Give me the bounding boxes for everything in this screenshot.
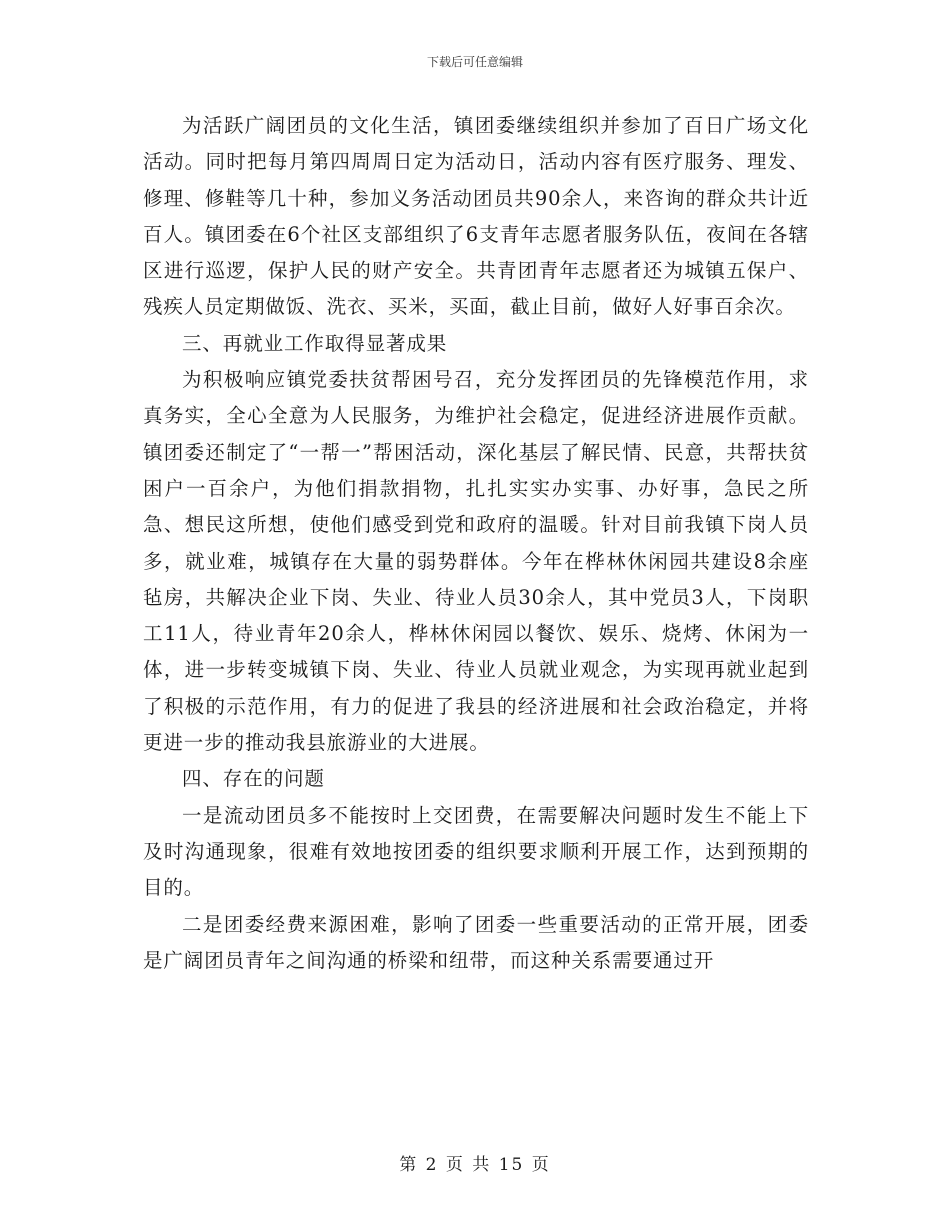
section-heading-problems: 四、存在的问题: [182, 767, 325, 791]
page-number: 第 2 页 共 15 页: [399, 1155, 551, 1175]
paragraph-problem-two: 二是团委经费来源困难，影响了团委一些重要活动的正常开展，团委是广阔团员青年之间沟通的桥梁和纽带，而这种关系需要通过开: [143, 912, 809, 972]
document-body: [143, 108, 809, 979]
page-header: 下载后可任意编辑: [426, 55, 523, 69]
paragraph-activities: 为活跃广阔团员的文化生活，镇团委继续组织并参加了百日广场文化活动。同时把每月第四周周日定为活动日，活动内容有医疗服务、理发、修理、修鞋等几十种，参加义务活动团员共90余人，来咨询的群众共计近百人。镇团委在6个社区支部组织了6支青年志愿者服务队伍，夜间在各辖区进行巡逻，保护人民的财产安全。共青团青年志愿者还为城镇五保户、残疾人员定期做饭、洗衣、买米，买面，截止目前，做好人好事百余次。: [143, 114, 809, 319]
paragraph-problem-one: 一是流动团员多不能按时上交团费，在需要解决问题时发生不能上下及时沟通现象，很难有效地按团委的组织要求顺利开展工作，达到预期的目的。: [143, 803, 809, 900]
section-heading-reemployment: 三、再就业工作取得显著成果: [182, 331, 448, 355]
paragraph-reemployment: 为积极响应镇党委扶贫帮困号召，充分发挥团员的先锋模范作用，求真务实，全心全意为人民服务，为维护社会稳定，促进经济进展作贡献。镇团委还制定了“一帮一”帮困活动，深化基层了解民情、民意，共帮扶贫困户一百余户，为他们捐款捐物，扎扎实实办实事、办好事，急民之所急、想民这所想，使他们感受到党和政府的温暖。针对目前我镇下岗人员多，就业难，城镇存在大量的弱势群体。今年在桦林休闲园共建设8余座毡房，共解决企业下岗、失业、待业人员30余人，其中党员3人，下岗职工11人，待业青年20余人，桦林休闲园以餐饮、娱乐、烧烤、休闲为一体，进一步转变城镇下岗、失业、待业人员就业观念，为实现再就业起到了积极的示范作用，有力的促进了我县的经济进展和社会政治稳定，并将更进一步的推动我县旅游业的大进展。: [143, 368, 809, 755]
